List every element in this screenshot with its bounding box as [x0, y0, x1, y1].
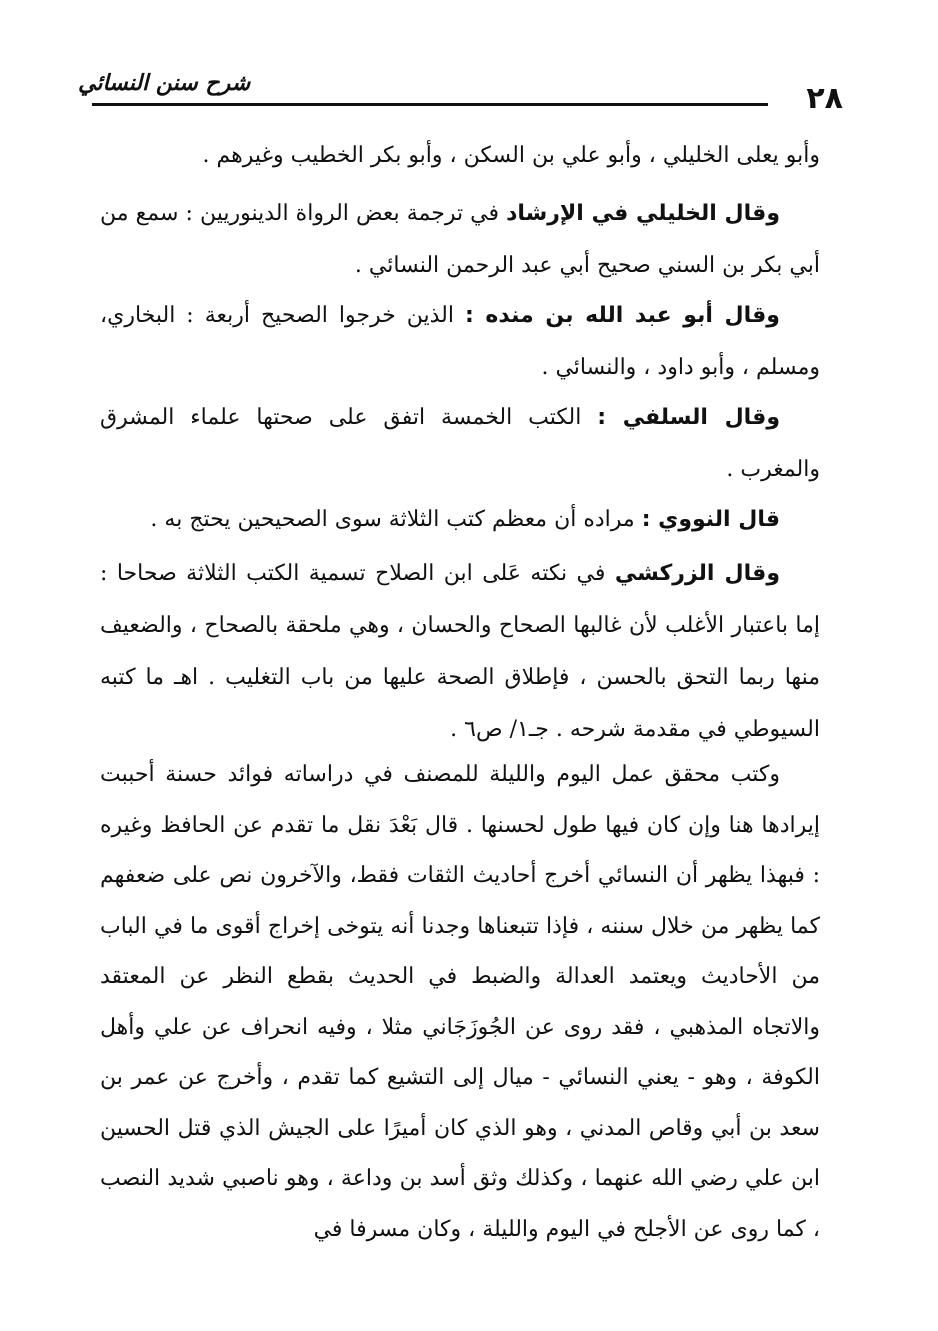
- header-divider: [92, 103, 768, 106]
- paragraph-2: [100, 188, 820, 292]
- paragraph-text: مراده أن معظم كتب الثلاثة سوى الصحيحين يحتج به .: [150, 507, 642, 532]
- paragraph-lead: وقال الزركشي: [614, 561, 780, 586]
- paragraph-6: [100, 548, 820, 756]
- paragraph-1: [100, 130, 820, 182]
- paragraph-text: وأبو يعلى الخليلي ، وأبو علي بن السكن ، وأبو بكر الخطيب وغيرهم .: [202, 143, 820, 168]
- paragraph-4: [100, 392, 820, 496]
- paragraph-lead: قال النووي :: [641, 507, 780, 532]
- paragraph-text: في ترجمة بعض الرواة الدينوريين : سمع من أبي بكر بن السني صحيح أبي عبد الرحمن النسائي .: [100, 201, 820, 278]
- paragraph-3: [100, 290, 820, 394]
- paragraph-lead: وقال السلفي :: [597, 405, 780, 430]
- paragraph-lead: وقال الخليلي في الإرشاد: [506, 201, 780, 226]
- paragraph-text: وكتب محقق عمل اليوم والليلة للمصنف في دراساته فوائد حسنة أحببت إيرادها هنا وإن كان فيها طول لحسنها . قال بَعْدَ نقل ما تقدم عن الحافظ وغيره : فبهذا يظهر أن النسائي أخرج أحاديث الثقات فقط، والآخرون نص على ضعفهم كما يظهر من خلال سننه ، فإذا تتبعناها وجدنا أنه يتوخى إخراج أقوى ما في الباب من الأحاديث ويعتمد العدالة والضبط في الحديث بقطع النظر عن المعتقد والاتجاه المذهبي ، فقد روى عن الجُوزَجَاني مثلا ، وفيه انحراف عن علي وأهل الكوفة ، وهو - يعني النسائي - ميال إلى التشيع كما تقدم ، وأخرج عن عمر بن سعد بن أبي وقاص المدني ، وهو الذي كان أميرًا على الجيش الذي قتل الحسين ابن علي رضي الله عنهما ، وكذلك وثق أسد بن وداعة ، وهو ناصبي شديد النصب ، كما روى عن الأجلح في اليوم والليلة ، وكان مسرفا في: [100, 762, 820, 1242]
- running-header-title: شرح سنن النسائي: [78, 71, 251, 96]
- paragraph-lead: وقال أبو عبد الله بن منده :: [464, 303, 780, 328]
- paragraph-text: الكتب الخمسة اتفق على صحتها علماء المشرق والمغرب .: [100, 405, 820, 482]
- paragraph-text: الذين خرجوا الصحيح أربعة : البخاري، ومسلم ، وأبو داود ، والنسائي .: [100, 303, 820, 380]
- paragraph-7: [100, 750, 820, 1255]
- paragraph-5: [100, 494, 820, 546]
- paragraph-text: في نكته عَلى ابن الصلاح تسمية الكتب الثلاثة صحاحا : إما باعتبار الأغلب لأن غالبها الصحاح والحسان ، وهي ملحقة بالصحاح ، والضعيف منها ربما التحق بالحسن ، فإطلاق الصحة عليها من باب التغليب . اهـ ما كتبه السيوطي في مقدمة شرحه . جـ١/ ص٦ .: [100, 561, 820, 742]
- page-number: ٢٨: [806, 81, 843, 116]
